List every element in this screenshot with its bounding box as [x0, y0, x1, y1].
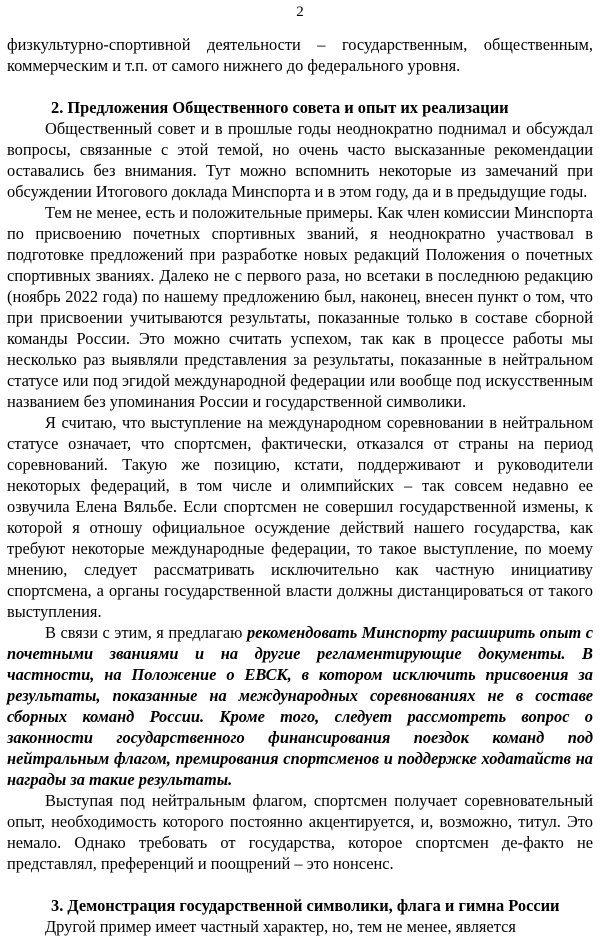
- intro-continuation-paragraph: физкультурно-спортивной деятельности – государственным, общественным, коммерческим и т.п. от самого нижнего до федерального уровня.: [7, 35, 593, 75]
- section-3-heading: 3. Демонстрация государственной символики, флага и гимна России: [51, 896, 560, 915]
- section-2-paragraph-3: Я считаю, что выступление на международном соревновании в нейтральном статусе означает, что спортсмен, фактически, отказался от страны на период соревнований. Такую же позицию, кстати, поддерживают и руководители некоторых федераций, в том числе и олимпийских – так совсем недавно ее озвучила Елена Вяльбе. Если спортсмен не совершил государственной измены, к которой я отношу официальное осуждение действий нашего государства, как требуют некоторые международные федерации, то такое выступление, по моему мнению, следует рассматривать исключительно как частную инициативу спортсмена, а органы государственной власти должны дистанцироваться от такого выступления.: [7, 413, 593, 621]
- section-2-paragraph-5: Выступая под нейтральным флагом, спортсмен получает соревновательный опыт, необходимость которого постоянно акцентируется, и, возможно, титул. Это немало. Однако требовать от государства, которое спортсмен де-факто не представлял, преференций и поощрений – это нонсенс.: [7, 791, 593, 873]
- proposal-intro-text: В связи с этим, я предлагаю: [45, 623, 247, 642]
- page-content: [7, 34, 593, 937]
- section-3-paragraph-1: Другой пример имеет частный характер, но, тем не менее, является: [45, 917, 516, 936]
- page-number: 2: [296, 4, 304, 20]
- spacer: [7, 76, 593, 97]
- section-2-paragraph-4: [7, 622, 593, 790]
- section-2-paragraph-2: Тем не менее, есть и положительные примеры. Как член комиссии Минспорта по присвоению почетных спортивных званий, я неоднократно участвовал в подготовке предложений при разработке новых редакций Положения о почетных спортивных званиях. Далеко не с первого раза, но всетаки в последнюю редакцию (ноябрь 2022 года) по нашему предложению был, наконец, внесен пункт о том, что при присвоении учитываются результаты, показанные только в составе сборной команды России. Это можно считать успехом, так как в процессе работы мы несколько раз выявляли представления за результаты, показанные в нейтральном статусе или под эгидой международной федерации или вообще под искусственным названием без упоминания России и государственной символики.: [7, 203, 593, 411]
- proposal-emphasis-text: рекомендовать Минспорту расширить опыт с почетными званиями и на другие регламентирующие документы. В частности, на Положение о ЕВСК, в котором исключить присвоения за результаты, показанные на международных соревнованиях не в составе сборных команд России. Кроме того, следует рассмотреть вопрос о законности государственного финансирования поездок команд под нейтральным флагом, премирования спортсменов и поддержке ходатайств на награды за такие результаты.: [7, 623, 593, 789]
- spacer: [7, 874, 593, 895]
- section-2-paragraph-1: Общественный совет и в прошлые годы неоднократно поднимал и обсуждал вопросы, связанные с этой темой, но очень часто высказанные рекомендации оставались без внимания. Тут можно вспомнить некоторые из замечаний при обсуждении Итогового доклада Минспорта и в этом году, да и в предыдущие годы.: [7, 119, 593, 201]
- section-2-heading: 2. Предложения Общественного совета и опыт их реализации: [51, 98, 509, 117]
